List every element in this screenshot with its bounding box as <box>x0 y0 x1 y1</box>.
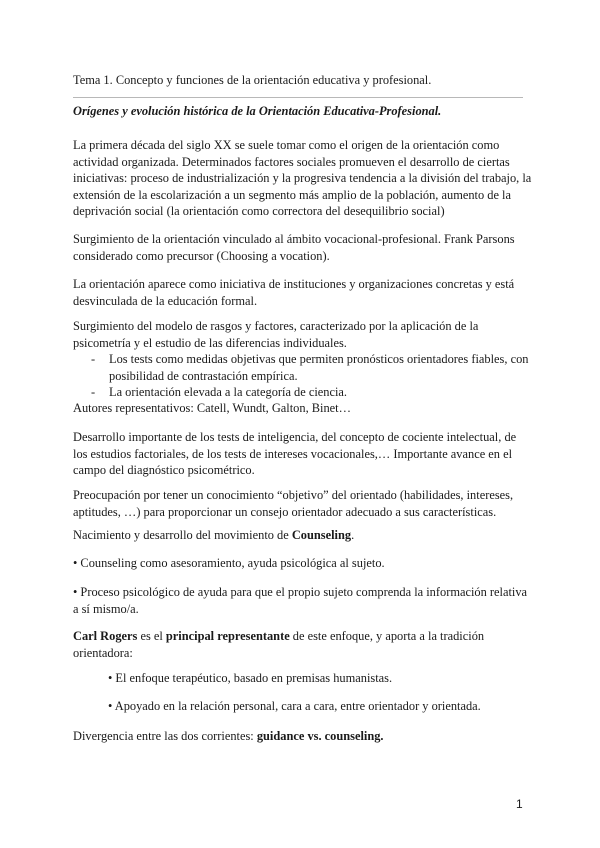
paragraph-parsons: Surgimiento de la orientación vinculado al ámbito vocacional-profesional. Frank Parsons considerado como precursor (Choosing a vocation). <box>73 232 515 263</box>
paragraph-traits-factors <box>73 318 533 401</box>
bullet-personal: • Apoyado en la relación personal, cara a cara, entre orientador y orientada. <box>108 699 481 713</box>
traits-factors-intro: Surgimiento del modelo de rasgos y factores, caracterizado por la aplicación de la psicometría y el estudio de las diferencias individuales. <box>73 319 479 350</box>
paragraph-counseling-def: • Counseling como asesoramiento, ayuda psicológica al sujeto. <box>73 556 385 570</box>
paragraph-tests: Desarrollo importante de los tests de inteligencia, del concepto de cociente intelectual, de los estudios factoriales, de los tests de intereses vocacionales,… Importante avance en el campo del diagnóstico psicométrico. <box>73 430 517 477</box>
divergence-terms: guidance vs. counseling. <box>256 729 384 743</box>
counseling-term: Counseling <box>291 528 352 542</box>
rogers-post-text: de este enfoque, y aporta a la tradición orientadora: <box>73 629 485 660</box>
page-number: 1 <box>516 797 523 811</box>
title-divider <box>73 97 523 98</box>
paragraph-divergence <box>73 728 533 745</box>
bullet-therapeutic: • El enfoque terapéutico, basado en premisas humanistas. <box>108 671 393 685</box>
list-item: - La orientación elevada a la categoría de ciencia. <box>73 384 533 401</box>
section-heading: Orígenes y evolución histórica de la Orientación Educativa-Profesional. <box>73 104 442 118</box>
counseling-period: . <box>351 528 355 542</box>
paragraph-psych-process: • Proceso psicológico de ayuda para que el propio sujeto comprenda la información relativa a sí mismo/a. <box>73 585 528 616</box>
paragraph-counseling-movement <box>73 527 533 544</box>
divergence-intro-text: Divergencia entre las dos corrientes: <box>73 729 257 743</box>
rogers-role: principal representante <box>165 629 290 643</box>
counseling-intro-text: Nacimiento y desarrollo del movimiento de <box>73 528 292 542</box>
paragraph-knowledge: Preocupación por tener un conocimiento “objetivo” del orientado (habilidades, intereses, aptitudes, …) para proporcionar un consejo orientador adecuado a sus características. <box>73 488 514 519</box>
rogers-mid-text: es el <box>137 629 166 643</box>
paragraph-origins: La primera década del siglo XX se suele tomar como el origen de la orientación como actividad organizada. Determinados factores sociales promueven el desarrollo de ciertas iniciativas: proceso de industrialización y la progresiva tendencia a la división del trabajo, la extensión de la escolarización a un segmento más amplio de la población, aumento de la deprivación social (la orientación como correctora del desequilibrio social) <box>73 138 532 218</box>
traits-factors-list <box>73 351 533 401</box>
rogers-name: Carl Rogers <box>73 629 138 643</box>
paragraph-institutions: La orientación aparece como iniciativa de instituciones y organizaciones concretas y está desvinculada de la educación formal. <box>73 277 515 308</box>
paragraph-rogers <box>73 628 533 661</box>
document-title: Tema 1. Concepto y funciones de la orientación educativa y profesional. <box>73 73 432 87</box>
paragraph-authors: Autores representativos: Catell, Wundt, Galton, Binet… <box>73 401 352 415</box>
list-item: - Los tests como medidas objetivas que permiten pronósticos orientadores fiables, con posibilidad de contrastación empírica. <box>73 351 533 384</box>
